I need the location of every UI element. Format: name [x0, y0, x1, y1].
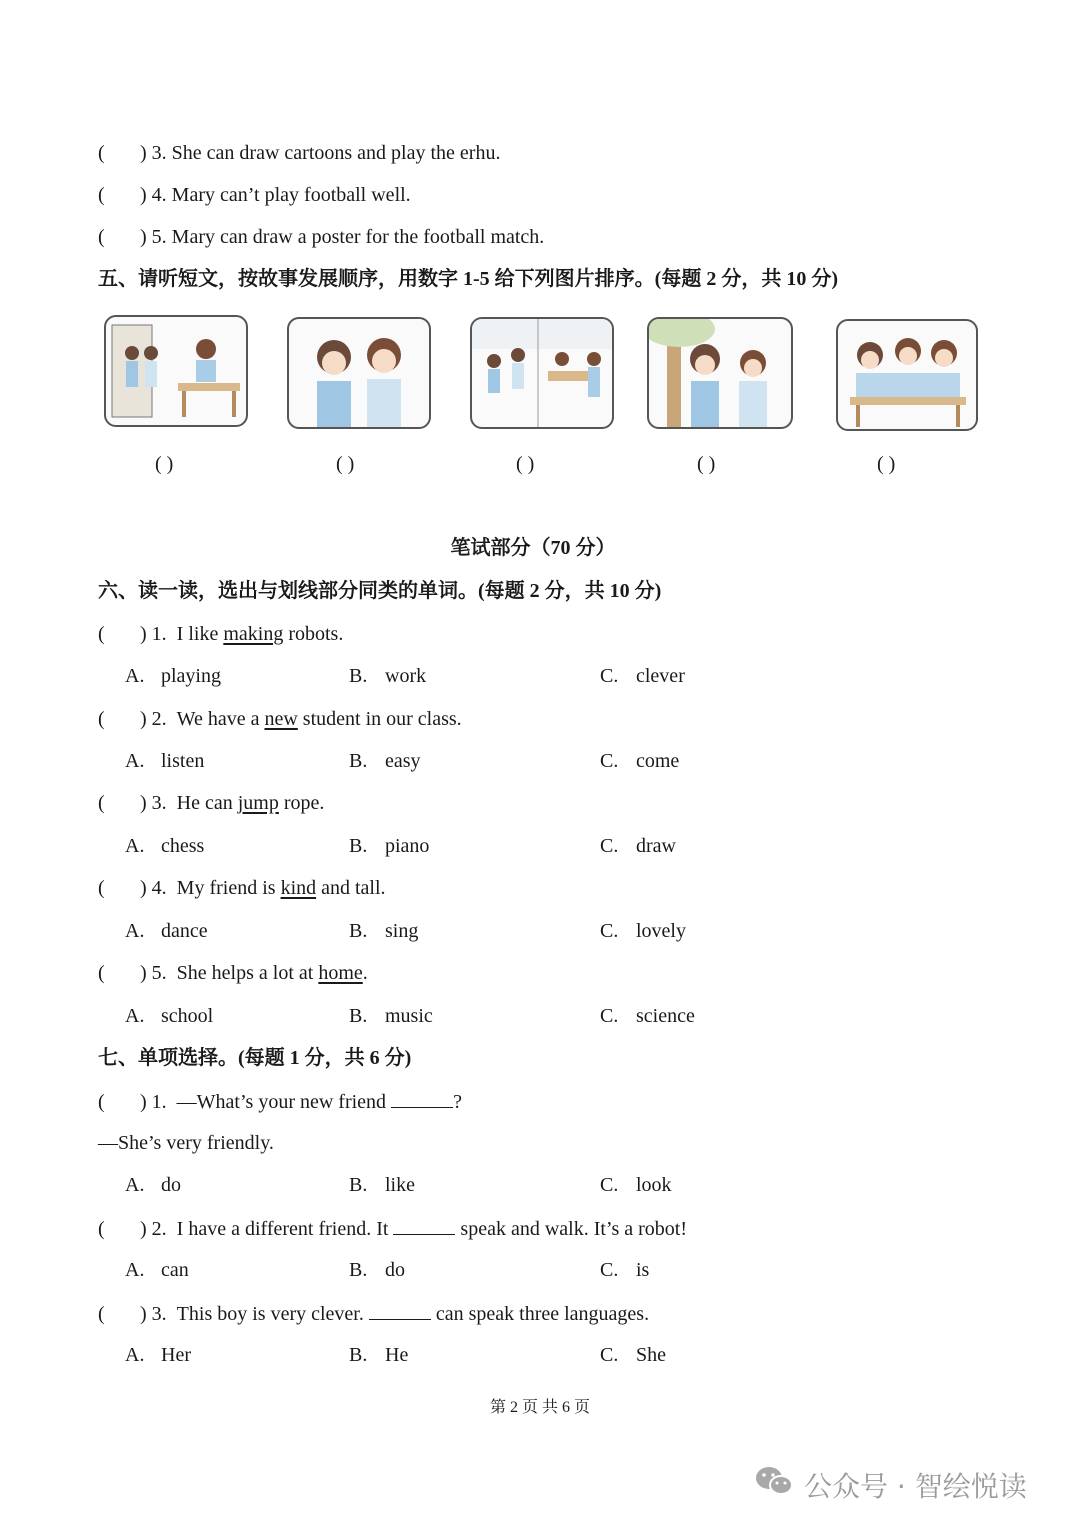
- s7-question-2: ( ) 2. I have a different friend. It speak and walk. It’s a robot!: [98, 1218, 688, 1240]
- question-text: He can: [176, 792, 238, 814]
- option-text: music: [385, 1005, 433, 1027]
- question-text: .: [362, 962, 368, 984]
- story-picture-1-illustration: [106, 317, 246, 425]
- s6-q5-option-b[interactable]: [349, 1004, 433, 1028]
- item-text: Mary can’t play football well.: [171, 184, 411, 206]
- s6-q4-option-c[interactable]: [600, 919, 686, 943]
- question-text: student in our class.: [297, 708, 462, 730]
- option-text: science: [636, 1005, 695, 1027]
- option-letter: C.: [600, 835, 619, 857]
- s6-q1-option-c[interactable]: [600, 664, 685, 688]
- option-text: chess: [161, 835, 205, 857]
- s6-q3-option-a[interactable]: [125, 834, 204, 858]
- story-picture-4-illustration: [649, 319, 791, 427]
- question-text: —What’s your new friend: [176, 1091, 392, 1113]
- question-text: She helps a lot at: [176, 962, 319, 984]
- story-picture-4: [647, 317, 793, 429]
- listening-item-3: [98, 141, 500, 165]
- question-number: 1.: [151, 1091, 167, 1113]
- section-7-heading: 七、单项选择。(每题 1 分，共 6 分): [98, 1047, 412, 1069]
- picture-2-answer[interactable]: ( ): [336, 453, 355, 475]
- answer-paren[interactable]: (: [98, 1091, 105, 1113]
- fill-blank[interactable]: [391, 1089, 453, 1108]
- item-number: 4.: [151, 184, 167, 206]
- option-text: is: [636, 1259, 650, 1281]
- option-text: school: [161, 1005, 214, 1027]
- answer-paren[interactable]: (: [98, 226, 105, 248]
- watermark: [754, 1464, 1027, 1505]
- s7-q2-option-a[interactable]: [125, 1258, 189, 1282]
- option-letter: C.: [600, 1174, 619, 1196]
- option-text: listen: [161, 750, 205, 772]
- s6-question-4: ( ) 4. My friend is kind and tall.: [98, 877, 386, 899]
- option-letter: A.: [125, 750, 145, 772]
- option-letter: B.: [349, 665, 368, 687]
- option-letter: B.: [349, 835, 368, 857]
- answer-paren[interactable]: (: [98, 877, 105, 899]
- question-text: ?: [453, 1091, 462, 1113]
- s7-q2-option-b[interactable]: [349, 1258, 405, 1282]
- s7-q1-option-a[interactable]: [125, 1173, 181, 1197]
- wechat-icon: [754, 1464, 794, 1505]
- option-text: She: [636, 1344, 666, 1366]
- option-text: He: [385, 1344, 409, 1366]
- option-letter: B.: [349, 1344, 368, 1366]
- story-picture-1: [104, 315, 248, 427]
- option-letter: A.: [125, 1259, 145, 1281]
- option-letter: C.: [600, 1344, 619, 1366]
- question-number: 2.: [151, 708, 167, 730]
- s6-q3-option-b[interactable]: [349, 834, 429, 858]
- s6-q5-option-a[interactable]: [125, 1004, 213, 1028]
- option-text: look: [636, 1174, 672, 1196]
- option-text: clever: [636, 665, 685, 687]
- s7-q2-option-c[interactable]: [600, 1258, 649, 1282]
- option-text: can: [161, 1259, 189, 1281]
- item-text: Mary can draw a poster for the football match.: [171, 226, 545, 248]
- s6-question-3: ( ) 3. He can jump rope.: [98, 792, 325, 814]
- question-number: 2.: [151, 1218, 167, 1240]
- option-text: do: [161, 1174, 181, 1196]
- section-5-heading: 五、请听短文，按故事发展顺序，用数字 1-5 给下列图片排序。(每题 2 分，共 10 分): [98, 268, 838, 290]
- picture-1-answer[interactable]: ( ): [155, 453, 174, 475]
- option-letter: C.: [600, 665, 619, 687]
- option-text: Her: [161, 1344, 191, 1366]
- answer-paren[interactable]: (: [98, 708, 105, 730]
- option-text: work: [385, 665, 427, 687]
- underlined-word: making: [223, 623, 284, 645]
- option-text: do: [385, 1259, 405, 1281]
- option-letter: B.: [349, 750, 368, 772]
- story-picture-3: [470, 317, 614, 429]
- s6-question-2: ( ) 2. We have a new student in our class.: [98, 708, 462, 730]
- s6-question-1: ( ) 1. I like making robots.: [98, 623, 344, 645]
- paren-close: ): [140, 142, 147, 164]
- story-picture-5: [836, 319, 978, 431]
- option-letter: A.: [125, 665, 145, 687]
- question-text: I like: [176, 623, 224, 645]
- picture-3-answer[interactable]: ( ): [516, 453, 535, 475]
- option-letter: B.: [349, 1259, 368, 1281]
- watermark-text: 公众号 · 智绘悦读: [804, 1469, 1027, 1503]
- picture-4-answer[interactable]: ( ): [697, 453, 716, 475]
- s6-q2-option-a[interactable]: [125, 749, 204, 773]
- question-number: 4.: [151, 877, 167, 899]
- option-letter: A.: [125, 1344, 145, 1366]
- option-text: come: [636, 750, 680, 772]
- s7-q3-option-c[interactable]: [600, 1343, 666, 1367]
- listening-item-4: [98, 183, 411, 207]
- option-letter: C.: [600, 1259, 619, 1281]
- listening-item-5: [98, 225, 544, 249]
- picture-5-answer[interactable]: ( ): [877, 453, 896, 475]
- fill-blank[interactable]: [369, 1301, 431, 1320]
- option-text: piano: [385, 835, 430, 857]
- story-picture-2-illustration: [289, 319, 429, 427]
- question-text: I have a different friend. It: [176, 1218, 394, 1240]
- answer-paren[interactable]: (: [98, 142, 105, 164]
- option-letter: A.: [125, 835, 145, 857]
- question-text: My friend is: [176, 877, 281, 899]
- option-text: dance: [161, 920, 208, 942]
- answer-paren[interactable]: (: [98, 623, 105, 645]
- paren-close: ): [140, 184, 147, 206]
- s6-q1-option-a[interactable]: [125, 664, 221, 688]
- answer-paren[interactable]: (: [98, 792, 105, 814]
- option-text: like: [385, 1174, 415, 1196]
- option-letter: B.: [349, 1174, 368, 1196]
- page-number: 第 2 页 共 6 页: [489, 1399, 590, 1416]
- s7-q3-option-a[interactable]: [125, 1343, 191, 1367]
- s7-question-1: ( ) 1. —What’s your new friend ?: [98, 1091, 462, 1113]
- story-picture-5-illustration: [838, 321, 976, 429]
- option-letter: C.: [600, 750, 619, 772]
- item-number: 3.: [151, 142, 167, 164]
- paren-close: ): [140, 226, 147, 248]
- question-text: speak and walk. It’s a robot!: [455, 1218, 688, 1240]
- option-letter: B.: [349, 920, 368, 942]
- underlined-word: home: [318, 962, 363, 984]
- question-text: and tall.: [316, 877, 386, 899]
- answer-paren[interactable]: (: [98, 1218, 105, 1240]
- option-letter: A.: [125, 1174, 145, 1196]
- s7-question-3: ( ) 3. This boy is very clever. can speak three languages.: [98, 1303, 650, 1325]
- written-part-title: 笔试部分（70 分）: [450, 537, 616, 559]
- question-number: 5.: [151, 962, 167, 984]
- s7-q1-option-b[interactable]: [349, 1173, 415, 1197]
- s6-q2-option-c[interactable]: [600, 749, 679, 773]
- question-text: robots.: [283, 623, 344, 645]
- option-text: sing: [385, 920, 419, 942]
- underlined-word: kind: [280, 877, 317, 899]
- option-letter: C.: [600, 1005, 619, 1027]
- option-letter: A.: [125, 1005, 145, 1027]
- question-number: 1.: [151, 623, 167, 645]
- option-text: easy: [385, 750, 421, 772]
- s6-q5-option-c[interactable]: [600, 1004, 695, 1028]
- s7-q1-reply: —She’s very friendly.: [98, 1132, 274, 1154]
- option-text: lovely: [636, 920, 686, 942]
- s6-question-5: ( ) 5. She helps a lot at home.: [98, 962, 368, 984]
- option-text: playing: [161, 665, 221, 687]
- answer-paren[interactable]: (: [98, 184, 105, 206]
- underlined-word: new: [264, 708, 298, 730]
- s7-q1-option-c[interactable]: [600, 1173, 672, 1197]
- s6-q1-option-b[interactable]: [349, 664, 426, 688]
- option-text: draw: [636, 835, 676, 857]
- s7-q3-option-b[interactable]: [349, 1343, 408, 1367]
- s6-q3-option-c[interactable]: [600, 834, 676, 858]
- option-letter: C.: [600, 920, 619, 942]
- question-text: rope.: [278, 792, 325, 814]
- answer-paren[interactable]: (: [98, 962, 105, 984]
- s6-q4-option-b[interactable]: [349, 919, 418, 943]
- answer-paren[interactable]: (: [98, 1303, 105, 1325]
- option-letter: B.: [349, 1005, 368, 1027]
- question-number: 3.: [151, 792, 167, 814]
- option-letter: A.: [125, 920, 145, 942]
- fill-blank[interactable]: [393, 1216, 455, 1235]
- item-number: 5.: [151, 226, 167, 248]
- s6-q4-option-a[interactable]: [125, 919, 208, 943]
- story-picture-2: [287, 317, 431, 429]
- item-text: She can draw cartoons and play the erhu.: [171, 142, 501, 164]
- underlined-word: jump: [237, 792, 279, 814]
- question-text: We have a: [176, 708, 265, 730]
- section-6-heading: 六、读一读，选出与划线部分同类的单词。(每题 2 分，共 10 分): [98, 580, 662, 602]
- s6-q2-option-b[interactable]: [349, 749, 421, 773]
- question-number: 3.: [151, 1303, 167, 1325]
- question-text: can speak three languages.: [430, 1303, 650, 1325]
- question-text: This boy is very clever.: [176, 1303, 369, 1325]
- story-picture-3-illustration: [472, 319, 612, 427]
